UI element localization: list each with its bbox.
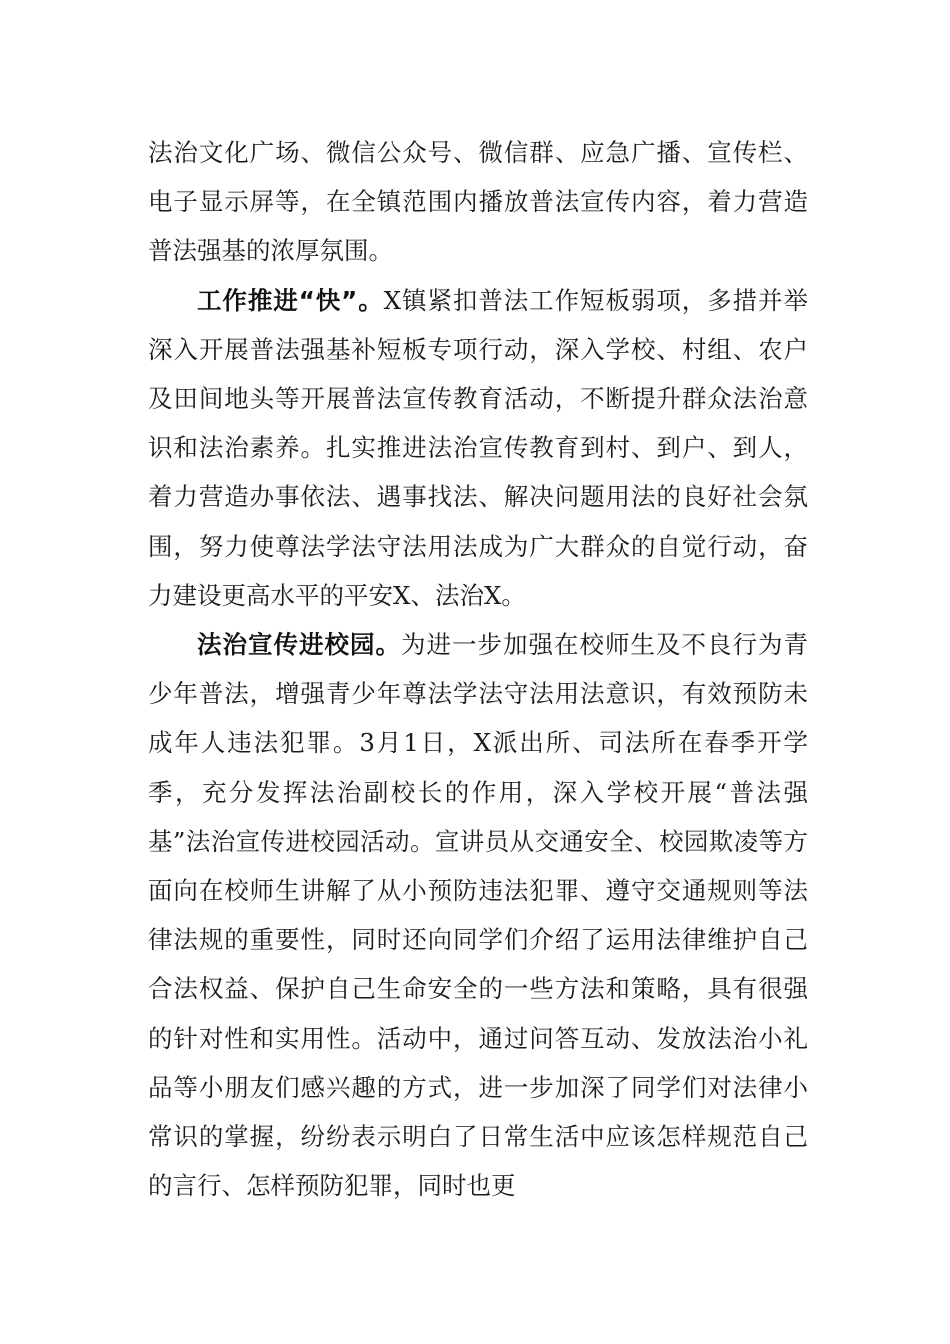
paragraph-lead-heading: 法治宣传进校园。 — [197, 630, 401, 660]
document-body — [148, 128, 808, 1210]
paragraph-body: 法治文化广场、微信公众号、微信群、应急广播、宣传栏、电子显示屏等，在全镇范围内播放普法宣传内容，着力营造普法强基的浓厚氛围。 — [148, 138, 808, 266]
paragraph-continuation — [148, 128, 808, 276]
paragraph-body: X镇紧扣普法工作短板弱项，多措并举深入开展普法强基补短板专项行动，深入学校、村组、农户及田间地头等开展普法宣传教育活动，不断提升群众法治意识和法治素养。扎实推进法治宣传教育到村、到户、到人，着力营造办事依法、遇事找法、解决问题用法的良好社会氛围，努力使尊法学法守法用法成为广大群众的自觉行动，奋力建设更高水平的平安X、法治X。 — [148, 285, 808, 610]
paragraph-legal-campus — [148, 620, 808, 1210]
paragraph-body: 为进一步加强在校师生及不良行为青少年普法，增强青少年尊法学法守法用法意识，有效预防未成年人违法犯罪。3月1日，X派出所、司法所在春季开学季，充分发挥法治副校长的作用，深入学校开展“普法强基”法治宣传进校园活动。宣讲员从交通安全、校园欺凌等方面向在校师生讲解了从小预防违法犯罪、遵守交通规则等法律法规的重要性，同时还向同学们介绍了运用法律维护自己合法权益、保护自己生命安全的一些方法和策略，具有很强的针对性和实用性。活动中，通过问答互动、发放法治小礼品等小朋友们感兴趣的方式，进一步加深了同学们对法律小常识的掌握，纷纷表示明白了日常生活中应该怎样规范自己的言行、怎样预防犯罪，同时也更 — [148, 630, 808, 1201]
paragraph-lead-heading: 工作推进“快”。 — [197, 285, 384, 315]
paragraph-work-progress — [148, 276, 808, 620]
